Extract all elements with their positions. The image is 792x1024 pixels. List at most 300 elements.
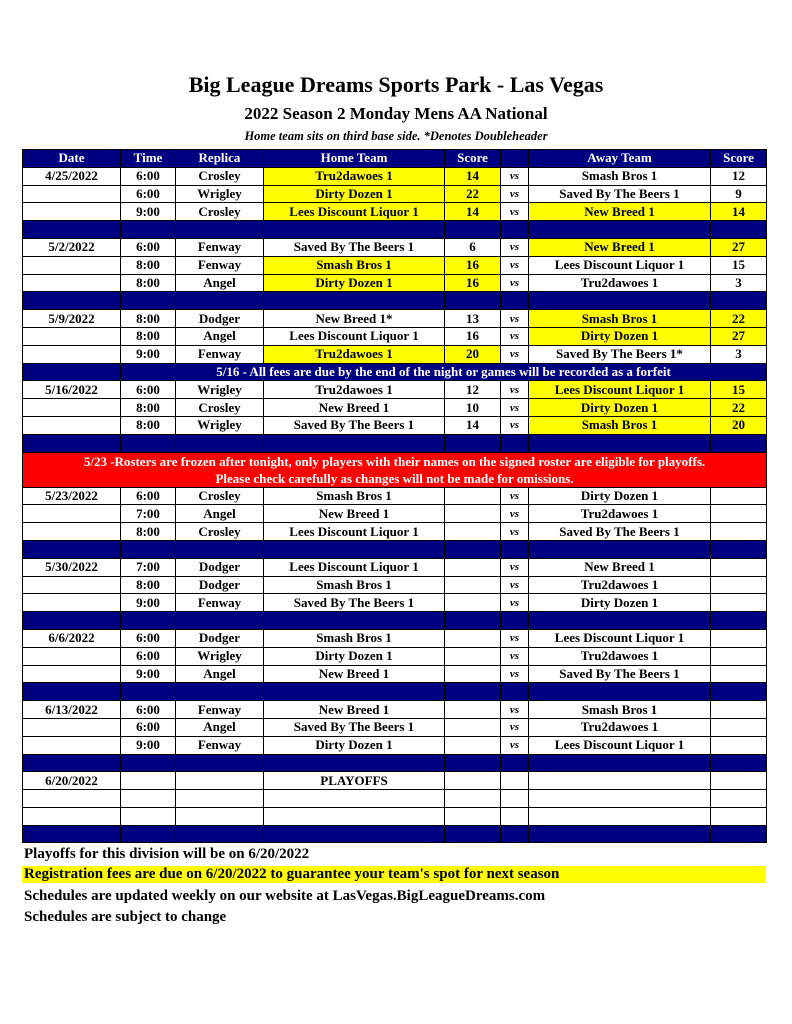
separator-cell <box>264 612 445 630</box>
away-score <box>711 665 767 683</box>
separator-cell <box>176 683 264 701</box>
separator-cell <box>121 683 176 701</box>
separator-cell <box>121 612 176 630</box>
game-row <box>23 807 767 825</box>
game-date <box>23 790 121 808</box>
game-date <box>23 594 121 612</box>
col-replica: Replica <box>176 150 264 168</box>
notice-date-cell <box>23 363 121 381</box>
game-date: 4/25/2022 <box>23 167 121 185</box>
away-score: 22 <box>711 310 767 328</box>
away-score: 3 <box>711 274 767 292</box>
separator-cell <box>501 540 529 558</box>
game-time: 7:00 <box>121 505 176 523</box>
game-date <box>23 665 121 683</box>
away-team: Tru2dawoes 1 <box>529 718 711 736</box>
home-score: 14 <box>445 167 501 185</box>
away-team <box>529 790 711 808</box>
separator-cell <box>529 434 711 452</box>
separator-cell <box>501 754 529 772</box>
away-score <box>711 790 767 808</box>
vs-label: vs <box>501 185 529 203</box>
separator-cell <box>264 292 445 310</box>
separator-cell <box>23 825 121 843</box>
table-header <box>23 150 767 168</box>
vs-label: vs <box>501 487 529 505</box>
away-team: Lees Discount Liquor 1 <box>529 736 711 754</box>
vs-label: vs <box>501 718 529 736</box>
separator-row <box>23 683 767 701</box>
game-row <box>23 647 767 665</box>
separator-cell <box>121 754 176 772</box>
game-date: 5/30/2022 <box>23 558 121 576</box>
separator-cell <box>176 754 264 772</box>
game-row <box>23 736 767 754</box>
home-team: New Breed 1 <box>264 399 445 417</box>
separator-cell <box>23 683 121 701</box>
vs-label: vs <box>501 736 529 754</box>
separator-cell <box>711 825 767 843</box>
away-team: Dirty Dozen 1 <box>529 594 711 612</box>
game-date <box>23 736 121 754</box>
game-date <box>23 647 121 665</box>
game-row <box>23 203 767 221</box>
schedule-note: Home team sits on third base side. *Denotes Doubleheader <box>244 129 548 143</box>
game-field: Crosley <box>176 487 264 505</box>
separator-cell <box>23 434 121 452</box>
vs-label: vs <box>501 399 529 417</box>
game-row <box>23 256 767 274</box>
game-time: 8:00 <box>121 310 176 328</box>
home-team: Tru2dawoes 1 <box>264 167 445 185</box>
col-away-team: Away Team <box>529 150 711 168</box>
vs-label: vs <box>501 505 529 523</box>
separator-cell <box>445 540 501 558</box>
game-date <box>23 416 121 434</box>
game-time: 6:00 <box>121 238 176 256</box>
game-field: Crosley <box>176 167 264 185</box>
away-score: 12 <box>711 167 767 185</box>
separator-cell <box>264 825 445 843</box>
game-row <box>23 487 767 505</box>
game-row <box>23 416 767 434</box>
game-time: 9:00 <box>121 594 176 612</box>
fees-notice-row <box>23 363 767 381</box>
game-field: Dodger <box>176 629 264 647</box>
col-home-score: Score <box>445 150 501 168</box>
home-score: 16 <box>445 327 501 345</box>
vs-label: vs <box>501 665 529 683</box>
game-date: 6/20/2022 <box>23 772 121 790</box>
game-row <box>23 327 767 345</box>
away-team: Lees Discount Liquor 1 <box>529 381 711 399</box>
vs-label: vs <box>501 558 529 576</box>
separator-cell <box>711 754 767 772</box>
game-row <box>23 274 767 292</box>
game-time: 6:00 <box>121 647 176 665</box>
away-score <box>711 523 767 541</box>
footer-disclaimer: Schedules are subject to change <box>24 909 227 925</box>
roster-alert-row <box>23 452 767 487</box>
away-score <box>711 558 767 576</box>
separator-cell <box>445 292 501 310</box>
away-team: Tru2dawoes 1 <box>529 505 711 523</box>
game-time: 8:00 <box>121 274 176 292</box>
home-team <box>264 790 445 808</box>
game-row <box>23 345 767 363</box>
separator-cell <box>121 825 176 843</box>
col-home-team: Home Team <box>264 150 445 168</box>
away-team: Saved By The Beers 1* <box>529 345 711 363</box>
vs-label <box>501 772 529 790</box>
away-team: Saved By The Beers 1 <box>529 523 711 541</box>
home-team: Saved By The Beers 1 <box>264 594 445 612</box>
home-score <box>445 718 501 736</box>
vs-label: vs <box>501 167 529 185</box>
away-team: Saved By The Beers 1 <box>529 185 711 203</box>
footer-playoffs: Playoffs for this division will be on 6/20/2022 <box>24 846 310 862</box>
separator-cell <box>529 540 711 558</box>
home-team: Dirty Dozen 1 <box>264 185 445 203</box>
col-time: Time <box>121 150 176 168</box>
game-date: 5/2/2022 <box>23 238 121 256</box>
game-time: 6:00 <box>121 718 176 736</box>
game-field: Crosley <box>176 399 264 417</box>
game-date: 5/23/2022 <box>23 487 121 505</box>
home-team: Dirty Dozen 1 <box>264 647 445 665</box>
vs-label: vs <box>501 256 529 274</box>
game-field: Crosley <box>176 523 264 541</box>
home-score: 13 <box>445 310 501 328</box>
roster-alert-line2: Please check carefully as changes will not be made for omissions. <box>215 470 574 486</box>
game-time: 7:00 <box>121 558 176 576</box>
away-team: Saved By The Beers 1 <box>529 665 711 683</box>
separator-row <box>23 292 767 310</box>
separator-cell <box>501 612 529 630</box>
game-date <box>23 256 121 274</box>
vs-label: vs <box>501 647 529 665</box>
game-field: Fenway <box>176 238 264 256</box>
separator-cell <box>529 612 711 630</box>
game-row <box>23 185 767 203</box>
game-field: Fenway <box>176 256 264 274</box>
game-field: Fenway <box>176 345 264 363</box>
game-field: Fenway <box>176 736 264 754</box>
game-date <box>23 505 121 523</box>
separator-cell <box>529 825 711 843</box>
home-score: 20 <box>445 345 501 363</box>
home-score: 6 <box>445 238 501 256</box>
home-score <box>445 647 501 665</box>
away-team <box>529 772 711 790</box>
game-date <box>23 718 121 736</box>
game-date <box>23 274 121 292</box>
col-date: Date <box>23 150 121 168</box>
home-team: Tru2dawoes 1 <box>264 345 445 363</box>
home-team: Saved By The Beers 1 <box>264 238 445 256</box>
separator-cell <box>501 292 529 310</box>
away-score <box>711 718 767 736</box>
roster-alert-line1: 5/23 -Rosters are frozen after tonight, only players with their names on the signed roster are eligible for playoffs. <box>83 453 706 469</box>
home-team: Smash Bros 1 <box>264 256 445 274</box>
separator-cell <box>501 221 529 239</box>
game-field: Angel <box>176 274 264 292</box>
game-time: 8:00 <box>121 576 176 594</box>
vs-label: vs <box>501 327 529 345</box>
separator-cell <box>264 221 445 239</box>
home-team: Smash Bros 1 <box>264 576 445 594</box>
away-team: Smash Bros 1 <box>529 167 711 185</box>
game-field: Dodger <box>176 558 264 576</box>
vs-label: vs <box>501 594 529 612</box>
home-score <box>445 576 501 594</box>
footer-website: Schedules are updated weekly on our website at LasVegas.BigLeagueDreams.com <box>24 888 546 904</box>
home-team: Lees Discount Liquor 1 <box>264 523 445 541</box>
separator-cell <box>711 434 767 452</box>
away-team: Lees Discount Liquor 1 <box>529 629 711 647</box>
game-row <box>23 167 767 185</box>
separator-cell <box>176 825 264 843</box>
home-score <box>445 558 501 576</box>
away-score <box>711 505 767 523</box>
home-score: 22 <box>445 185 501 203</box>
home-score <box>445 523 501 541</box>
home-team: Dirty Dozen 1 <box>264 736 445 754</box>
page-title: Big League Dreams Sports Park - Las Vegas <box>188 72 604 97</box>
separator-row <box>23 754 767 772</box>
separator-cell <box>445 754 501 772</box>
away-team: Smash Bros 1 <box>529 416 711 434</box>
vs-label: vs <box>501 523 529 541</box>
home-team: Smash Bros 1 <box>264 487 445 505</box>
schedule-table <box>22 149 767 843</box>
game-field: Wrigley <box>176 381 264 399</box>
vs-label: vs <box>501 576 529 594</box>
separator-cell <box>176 221 264 239</box>
away-team: Tru2dawoes 1 <box>529 576 711 594</box>
away-team: Tru2dawoes 1 <box>529 647 711 665</box>
away-team: Tru2dawoes 1 <box>529 274 711 292</box>
footer-registration: Registration fees are due on 6/20/2022 to guarantee your team's spot for next season <box>22 866 766 883</box>
away-score: 14 <box>711 203 767 221</box>
game-field: Dodger <box>176 576 264 594</box>
away-score: 3 <box>711 345 767 363</box>
separator-cell <box>711 612 767 630</box>
vs-label: vs <box>501 345 529 363</box>
away-score: 15 <box>711 256 767 274</box>
home-score <box>445 665 501 683</box>
away-score <box>711 807 767 825</box>
away-team: Dirty Dozen 1 <box>529 327 711 345</box>
vs-label: vs <box>501 274 529 292</box>
away-score <box>711 594 767 612</box>
game-row <box>23 772 767 790</box>
home-team <box>264 807 445 825</box>
game-row <box>23 701 767 719</box>
game-row <box>23 399 767 417</box>
game-field <box>176 790 264 808</box>
separator-cell <box>264 434 445 452</box>
separator-row <box>23 540 767 558</box>
game-time: 9:00 <box>121 736 176 754</box>
game-row <box>23 594 767 612</box>
game-time: 8:00 <box>121 256 176 274</box>
game-date: 5/16/2022 <box>23 381 121 399</box>
separator-cell <box>176 612 264 630</box>
away-score <box>711 487 767 505</box>
home-score <box>445 594 501 612</box>
game-field <box>176 807 264 825</box>
game-row <box>23 576 767 594</box>
vs-label: vs <box>501 203 529 221</box>
game-date <box>23 185 121 203</box>
home-score <box>445 629 501 647</box>
separator-cell <box>529 221 711 239</box>
game-time: 8:00 <box>121 399 176 417</box>
game-row <box>23 558 767 576</box>
vs-label <box>501 790 529 808</box>
home-score <box>445 736 501 754</box>
separator-row <box>23 221 767 239</box>
away-team <box>529 807 711 825</box>
game-time: 8:00 <box>121 523 176 541</box>
away-team: Lees Discount Liquor 1 <box>529 256 711 274</box>
game-time: 6:00 <box>121 185 176 203</box>
separator-cell <box>176 434 264 452</box>
game-field: Angel <box>176 718 264 736</box>
game-time: 9:00 <box>121 665 176 683</box>
home-score <box>445 487 501 505</box>
home-team: PLAYOFFS <box>264 772 445 790</box>
away-score: 22 <box>711 399 767 417</box>
away-score <box>711 701 767 719</box>
game-time <box>121 790 176 808</box>
away-score <box>711 736 767 754</box>
home-team: New Breed 1 <box>264 701 445 719</box>
home-score: 14 <box>445 203 501 221</box>
away-team: Smash Bros 1 <box>529 310 711 328</box>
separator-cell <box>445 434 501 452</box>
home-score <box>445 807 501 825</box>
game-row <box>23 790 767 808</box>
game-date <box>23 576 121 594</box>
home-team: Smash Bros 1 <box>264 629 445 647</box>
game-date <box>23 807 121 825</box>
fees-notice: 5/16 - All fees are due by the end of the night or games will be recorded as a forfeit <box>121 363 767 381</box>
game-row <box>23 381 767 399</box>
separator-row <box>23 434 767 452</box>
game-row <box>23 310 767 328</box>
home-team: Lees Discount Liquor 1 <box>264 327 445 345</box>
away-team: Dirty Dozen 1 <box>529 399 711 417</box>
home-score <box>445 701 501 719</box>
game-field <box>176 772 264 790</box>
game-field: Wrigley <box>176 416 264 434</box>
game-row <box>23 238 767 256</box>
away-team: New Breed 1 <box>529 558 711 576</box>
separator-cell <box>23 540 121 558</box>
away-team: New Breed 1 <box>529 203 711 221</box>
separator-cell <box>176 292 264 310</box>
home-score <box>445 790 501 808</box>
away-score <box>711 772 767 790</box>
home-team: New Breed 1 <box>264 665 445 683</box>
away-score: 27 <box>711 238 767 256</box>
separator-cell <box>711 540 767 558</box>
game-time: 8:00 <box>121 416 176 434</box>
game-time <box>121 772 176 790</box>
roster-alert <box>23 452 767 487</box>
vs-label: vs <box>501 701 529 719</box>
home-score <box>445 772 501 790</box>
separator-cell <box>121 292 176 310</box>
vs-label: vs <box>501 416 529 434</box>
game-time: 9:00 <box>121 203 176 221</box>
home-score <box>445 505 501 523</box>
vs-label: vs <box>501 238 529 256</box>
game-date <box>23 399 121 417</box>
home-score: 10 <box>445 399 501 417</box>
away-score <box>711 576 767 594</box>
game-row <box>23 665 767 683</box>
game-date <box>23 203 121 221</box>
game-field: Fenway <box>176 701 264 719</box>
separator-cell <box>23 292 121 310</box>
separator-cell <box>711 292 767 310</box>
away-team: Smash Bros 1 <box>529 701 711 719</box>
game-field: Angel <box>176 665 264 683</box>
separator-cell <box>529 754 711 772</box>
game-field: Fenway <box>176 594 264 612</box>
separator-cell <box>711 221 767 239</box>
game-field: Wrigley <box>176 647 264 665</box>
separator-cell <box>121 434 176 452</box>
separator-cell <box>23 612 121 630</box>
home-team: Lees Discount Liquor 1 <box>264 558 445 576</box>
home-team: Dirty Dozen 1 <box>264 274 445 292</box>
game-field: Angel <box>176 327 264 345</box>
col-vs <box>501 150 529 168</box>
separator-cell <box>501 825 529 843</box>
separator-cell <box>121 221 176 239</box>
vs-label: vs <box>501 310 529 328</box>
game-time: 6:00 <box>121 487 176 505</box>
game-row <box>23 718 767 736</box>
home-team: Saved By The Beers 1 <box>264 416 445 434</box>
game-time: 8:00 <box>121 327 176 345</box>
away-score: 20 <box>711 416 767 434</box>
home-team: Saved By The Beers 1 <box>264 718 445 736</box>
home-score: 14 <box>445 416 501 434</box>
vs-label: vs <box>501 629 529 647</box>
home-team: Tru2dawoes 1 <box>264 381 445 399</box>
separator-cell <box>501 683 529 701</box>
game-time: 6:00 <box>121 701 176 719</box>
separator-cell <box>529 292 711 310</box>
away-team: Dirty Dozen 1 <box>529 487 711 505</box>
separator-cell <box>711 683 767 701</box>
game-date: 6/13/2022 <box>23 701 121 719</box>
game-row <box>23 629 767 647</box>
separator-cell <box>445 612 501 630</box>
separator-cell <box>445 221 501 239</box>
separator-row <box>23 825 767 843</box>
game-time: 6:00 <box>121 629 176 647</box>
separator-cell <box>264 754 445 772</box>
game-field: Dodger <box>176 310 264 328</box>
away-score <box>711 647 767 665</box>
page-subtitle: 2022 Season 2 Monday Mens AA National <box>244 104 548 123</box>
